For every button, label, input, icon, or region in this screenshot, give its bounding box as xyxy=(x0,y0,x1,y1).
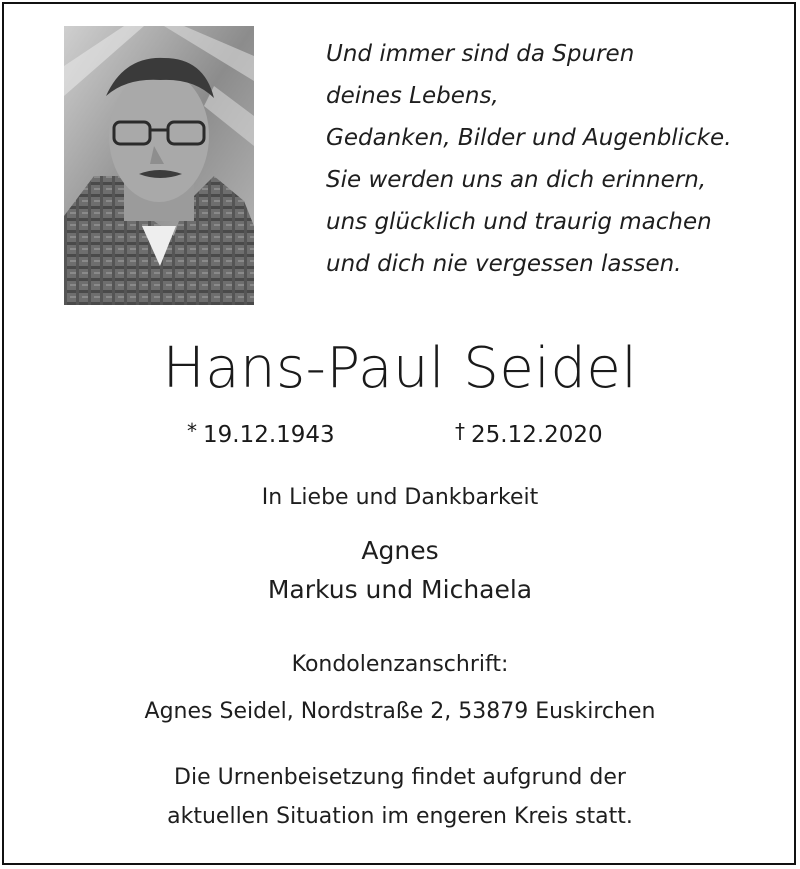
poem-line: und dich nie vergessen lassen. xyxy=(326,251,682,277)
poem-line: Sie werden uns an dich erinnern, xyxy=(326,167,707,193)
poem-line: uns glücklich und traurig machen xyxy=(326,209,712,235)
poem-line: Gedanken, Bilder und Augenblicke. xyxy=(326,125,732,151)
notice-line: Die Urnenbeisetzung findet aufgrund der xyxy=(174,765,626,790)
portrait-photo xyxy=(64,26,254,305)
family-name: Markus und Michaela xyxy=(267,575,533,604)
poem-line: Und immer sind da Spuren xyxy=(326,41,635,67)
death-date-value: 25.12.2020 xyxy=(471,422,603,448)
family-name: Agnes xyxy=(361,536,439,565)
birth-date-value: 19.12.1943 xyxy=(203,422,335,448)
deceased-name: Hans-Paul Seidel xyxy=(162,336,638,401)
condolence-address: Agnes Seidel, Nordstraße 2, 53879 Euskirchen xyxy=(144,699,656,724)
condolence-label: Kondolenzanschrift: xyxy=(291,652,509,677)
death-symbol: † xyxy=(455,419,465,443)
birth-symbol: * xyxy=(187,419,197,443)
poem xyxy=(326,33,766,285)
birth-date xyxy=(187,419,335,448)
poem-line: deines Lebens, xyxy=(326,83,499,109)
death-date xyxy=(455,419,603,448)
notice-line: aktuellen Situation im engeren Kreis statt. xyxy=(167,804,633,829)
family-intro: In Liebe und Dankbarkeit xyxy=(261,485,539,510)
